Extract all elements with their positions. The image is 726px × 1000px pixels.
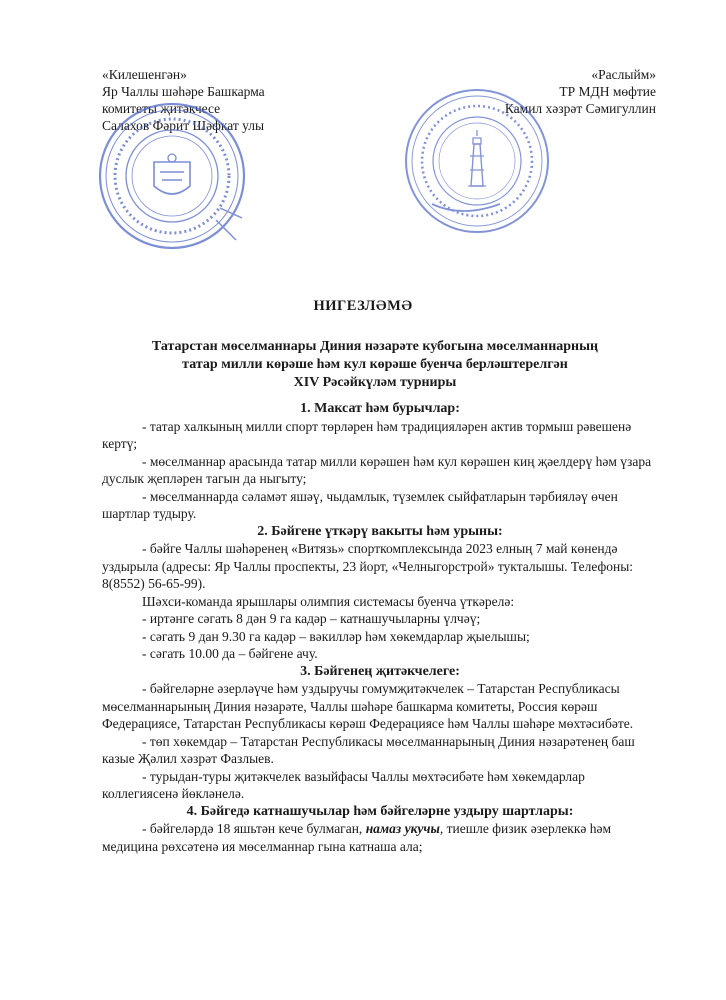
- section2-paragraph: - сәгать 10.00 да – бәйгене ачу.: [142, 646, 318, 661]
- city-stamp: [96, 100, 248, 252]
- approval-right-line1: «Раслыйм»: [591, 67, 656, 82]
- document-subtitle: [90, 338, 660, 392]
- minaret-icon: [468, 130, 486, 186]
- section4-text-pre: - бәйгеләрдә 18 яшьтән кече булмаган,: [142, 821, 366, 836]
- section3-paragraph: - төп хөкемдар – Татарстан Республикасы мөселманнарының Диния нәзарәтенең баш казые Җәлил хәзрәт Фазлыев.: [102, 733, 635, 766]
- approval-left-line3: комитеты җитәкчесе: [102, 101, 221, 116]
- section4-heading: 4. Бәйгедә катнашучылар һәм бәйгеләрне уздыру шартлары:: [186, 803, 574, 819]
- approval-left-line1: «Килешенгән»: [102, 67, 187, 82]
- subtitle-line1: Татарстан мөселманнары Диния нәзарәте кубогына мөселманнарның: [151, 339, 599, 354]
- section1-paragraph: - татар халкының милли спорт төрләрен һәм традицияләрен актив тормыш рәвешенә кертү;: [102, 418, 632, 451]
- section3-paragraph: - бәйгеләрне әзерләүче һәм уздыручы гомумҗитәкчелек – Татарстан Республикасы мөселманнарының Диния нәзарәте, Чаллы шәһәре башкарма комитеты, Россия көрәш Федерациясе, Татарстан Республикасы көрәш Федерациясе һәм Чаллы шәһәре мөхтәсибәте.: [102, 681, 634, 731]
- section3-heading: 3. Бәйгенең җитәкчелеге:: [300, 663, 460, 679]
- document-body: [102, 400, 658, 855]
- section4-emphasis: намаз укучы: [365, 821, 440, 836]
- document-title: НИГЕЗЛӘМӘ: [313, 298, 413, 314]
- city-emblem-icon: [154, 154, 190, 194]
- section1-paragraph: - мөселманнар арасында татар милли көрәшен һәм кул көрәшен киң җәелдерү һәм үзара дуслык җепләрен тагын да ныгыту;: [102, 453, 652, 486]
- section1-paragraph: - мөселманнарда сәламәт яшәү, чыдамлык, түземлек сыйфатларын тәрбияләү өчен шартлар тудыру.: [102, 488, 618, 521]
- section2-paragraph: - сәгать 9 дан 9.30 га кадәр – вәкилләр һәм хөкемдарлар җыелышы;: [142, 628, 530, 644]
- section3-paragraph: - турыдан-туры җитәкчелек вазыйфасы Чаллы мөхтәсибәте һәм хөкемдарлар коллегиясенә йөкләнелә.: [102, 768, 585, 801]
- section1-heading: 1. Максат һәм бурычлар:: [300, 401, 460, 416]
- approval-left-line4: Салахов Фәрит Шәфкат улы: [102, 118, 265, 133]
- subtitle-line2: татар милли көрәше һәм кул көрәше буенча берләштерелгән: [182, 357, 568, 372]
- subtitle-line3: XIV Рәсәйкүләм турниры: [293, 375, 457, 390]
- approval-left-line2: Яр Чаллы шәһәре Башкарма: [102, 84, 265, 99]
- section2-paragraph: - бәйге Чаллы шәһәренең «Витязь» спорткомплексында 2023 елның 7 май көнендә уздырыла (адресы: Яр Чаллы проспекты, 23 йорт, «Челныгорстрой» тукталышы. Телефоны: 8(8552) 56-65-99).: [102, 541, 634, 591]
- mufti-stamp: [402, 86, 552, 236]
- section2-heading: 2. Бәйгене үткәрү вакыты һәм урыны:: [257, 523, 503, 539]
- section4-text-post: , тиешле физик әзерлеккә һәм медицина рөхсәтенә ия мөселманнар гына катнаша ала;: [102, 821, 612, 854]
- approval-right-line3: Камил хәзрәт Сәмигуллин: [504, 101, 656, 116]
- approval-right-line2: ТР МДН мөфтие: [559, 84, 656, 99]
- section2-paragraph: - иртәнге сәгать 8 дән 9 га кадәр – катнашучыларны үлчәү;: [142, 611, 481, 626]
- section4-paragraph: [102, 820, 658, 855]
- section2-paragraph: Шәхси-команда ярышлары олимпия системасы буенча үткәрелә:: [142, 593, 515, 609]
